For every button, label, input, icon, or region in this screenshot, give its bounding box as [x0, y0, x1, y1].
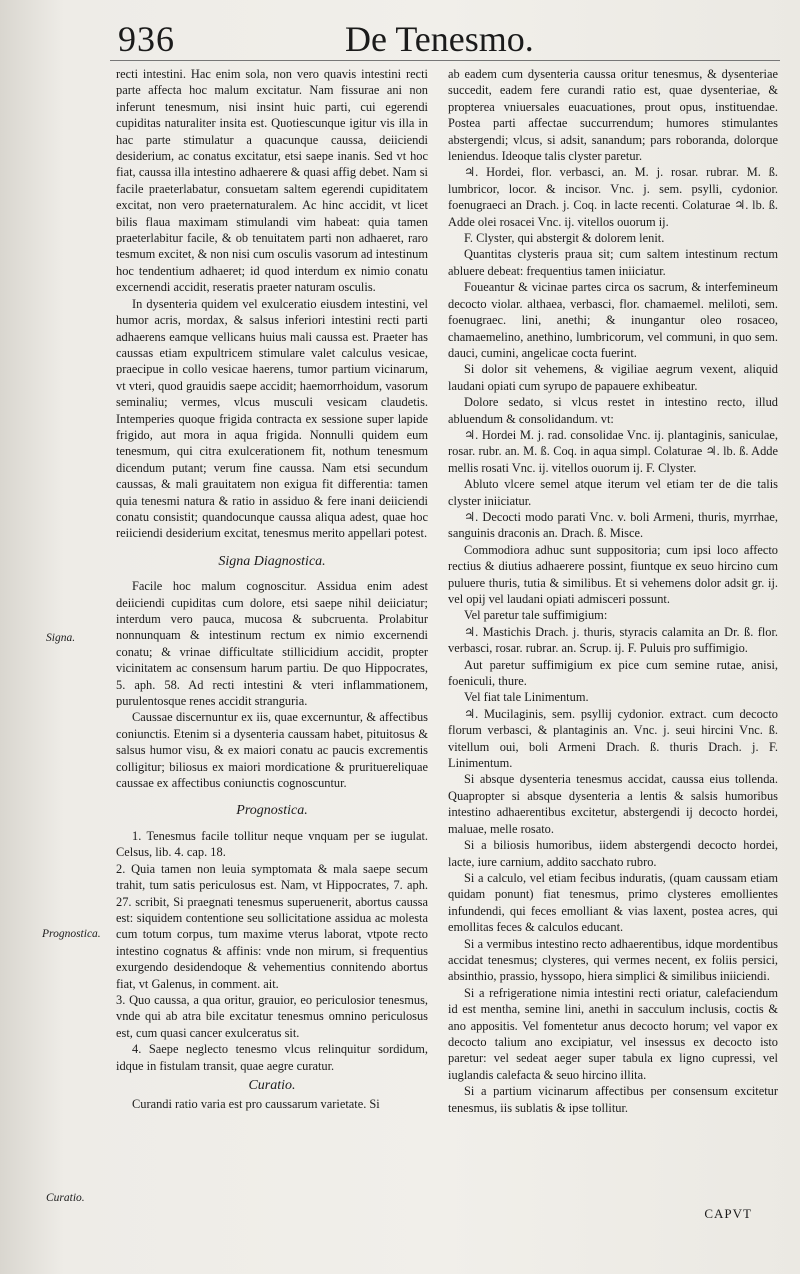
paragraph: Aut paretur suffimigium ex pice cum semine rutae, anisi, foeniculi, thure. — [448, 657, 778, 689]
recipe: ♃. Mucilaginis, sem. psyllij cydonior. extract. cum decocto florum verbasci, & plantaginis an. Vnc. j. seui hircini Vnc. ß. vitellum oui, boli Armeni Drach. ß. thuris Drach. j. F. Linimentum. — [448, 706, 778, 771]
margin-note-prognostica: Prognostica. — [42, 928, 101, 940]
paragraph: Si a refrigeratione nimia intestini recti oriatur, calefaciendum id est mentha, semine lini, anethi in sacculum inclusis, coctis & ano appositis. Vel fomentetur anus decocto horum; vel vapor ex decocto talium ano excipiatur, vel insessus ex decocto isto paretur: vel sedeat aeger super tabula ex ligno cupressi, vel iuglandis calefacta & seuo hircino illita. — [448, 985, 778, 1082]
paragraph: recti intestini. Hac enim sola, non vero quavis intestini recti parte affecta hoc malum excitatur. Nam fissurae ani non inferunt tenesmum, nisi insint huic parti, cui egerendi cupiditas naturaliter insita est. Quotiescunque igitur vis illa in hac parte stimulatur a quacunque caussa, deiiciendi desiderium, ac conatus excitatur, etsi saepe inanis. Sed vt hoc fiat, caussa illa intestino adhaerere & quasi affig debet. Nam si facile praeterlabatur, consuetam saltem egerendi cupiditatem excitat, non vero praeternaturalem. Ac hinc accidit, vt licet bilis flaua maximam stimulandi vim habeat: quia tamen praeterlabitur facile, & ob tenuitatem parti non adhaeret, raro tesmum excitet, & non nisi cum osculis vasorum ad intestinum hoc tendentium adhaeret; id quod interdum ex nimio conatu excernendi accidit, reseratis praeter naturam osculis. — [116, 67, 428, 295]
paragraph: Vel paretur tale suffimigium: — [464, 608, 608, 623]
paragraph: Si a partium vicinarum affectibus per consensum excitetur tenesmus, iis sublatis & ipse tollitur. — [448, 1084, 778, 1115]
paragraph: 2. Quia tamen non leuia symptomata & mala saepe secum trahit, tum satis periculosus est. Nam, vt Hippocrates, 7. aph. 27. scribit, Si praegnati tenesmus superuenerit, abortus caussa est: siquidem contentione seu sollicitatione assidua ac molesta cum totum corpus, tum maxime vterus laborat, vtpote recto intestino cognatus & affinis: vnde non mirum, si frequentius exurgendo desidendoque & vehementius connitendo abortus fiat, vt Galenus, in comment. ait. — [116, 861, 428, 991]
paragraph: Si a biliosis humoribus, iidem abstergendi decocto hordei, lacte, iure carnium, addito sacchato rubro. — [448, 838, 778, 869]
recipe: ♃. Mastichis Drach. j. thuris, styracis calamita an Dr. ß. flor. verbasci, rosar. rubrar. an. Scrup. ij. F. Puluis pro suffimigio. — [448, 624, 778, 656]
paragraph: F. Clyster, qui abstergit & dolorem lenit. — [464, 231, 665, 246]
paragraph: Si absque dysenteria tenesmus accidat, caussa eius tollenda. Quapropter si absque dysenteria a lentis & salsis humoribus intestino adhaerentibus excitetur, abstergendi ij decocto hordei, maluae, melle rosato. — [448, 772, 778, 836]
paragraph: Dolore sedato, si vlcus restet in intestino recto, illud abluendum & consolidandum. vt: — [448, 395, 778, 426]
paragraph: Caussae discernuntur ex iis, quae excernuntur, & affectibus coniunctis. Etenim si a dysenteria caussam habet, pituitosus & salsus humor visu, & ex maiori conatu ac paucis excrementis colligitur; biliosus ex maiori mordicatione & prurituereliquae caussae ex affectibus coniunctis cognoscuntur. — [116, 710, 428, 791]
paragraph: Abluto vlcere semel atque iterum vel etiam ter de die talis clyster iniiciatur. — [448, 477, 778, 508]
margin-note-signa: Signa. — [46, 632, 76, 644]
recipe: ♃. Hordei, flor. verbasci, an. M. j. rosar. rubrar. M. ß. lumbricor, locor. & incisor. Vnc. j. sem. psylli, cydonior. foenugraeci an Drach. j. Coq. in lacte recenti. Colaturae ♃. lb. ß. Adde olei rosacei Vnc. ij. vitellos ouorum ij. — [448, 165, 778, 229]
paragraph: ab eadem cum dysenteria caussa oritur tenesmus, & dysenteriae succedit, eadem fere curandi ratio est, quae dysenteriae, & propterea vniuersales euacuationes, prout opus, instituendae. Postea parti affectae succurrendum; humores stimulantes abstergendi; vlcus, si adsit, sanandum; pars roboranda, dolorque leniendus. Ideoque talis clyster paretur. — [448, 67, 778, 164]
running-title: De Tenesmo. — [345, 19, 534, 59]
paragraph: Vel fiat tale Linimentum. — [464, 690, 589, 705]
paragraph: 1. Tenesmus facile tollitur neque vnquam per se iugulat. Celsus, lib. 4. cap. 18. — [116, 828, 428, 860]
paragraph: Commodiora adhuc sunt suppositoria; cum ipsi loco affecto rectius & diutius adhaerere possint, fiuntque ex seuo hircino cum puluere thuris, tutia & similibus. Et si vehemens dolor adsit gr. ij. vel opij vel laudani opiati admisceri possunt. — [448, 542, 778, 606]
section-heading-curatio: Curatio. — [248, 1077, 296, 1093]
header-rule — [110, 60, 780, 61]
section-heading-signa: Signa Diagnostica. — [218, 553, 326, 569]
margin-note-curatio: Curatio. — [46, 1192, 85, 1204]
paragraph: Foueantur & vicinae partes circa os sacrum, & interfemineum decocto violar. althaea, verbasci, flor. chamaemel. meliloti, sem. foenugraec. lini, anethi; & inungantur oleo rosaceo, chamaemelino, anethino, lumbricorum, vel communi, in quo sem. dauci, cumini, angelicae cocta fuerint. — [448, 280, 778, 360]
left-column — [116, 66, 428, 1113]
right-column — [448, 66, 778, 1116]
paragraph: Curandi ratio varia est pro caussarum varietate. Si — [132, 1097, 380, 1112]
catchword: CAPVT — [704, 1206, 752, 1221]
paragraph: Facile hoc malum cognoscitur. Assidua enim adest deiiciendi cupiditas cum dolore, etsi saepe nihil deiiciatur; interdum vero pauca, mucosa & subcruenta. Prolabitur nonnunquam & intestinum rectum ex nimio excernendi conatu; & vrinae difficultate stillicidium accidit, propter vicinitatem ac consensum harum partiu. De quo Hippocrates, 5. aph. 58. Ad recti intestini & vteri inflammationem, purulentosque renes accidit stranguria. — [116, 579, 428, 709]
paragraph: 3. Quo caussa, a qua oritur, grauior, eo periculosior tenesmus, vnde qui ab atra bile excitatur tenesmus omnino periculosus est, cum quasi cancer exulceratus sit. — [116, 992, 428, 1040]
page-number: 936 — [118, 19, 175, 59]
paragraph: Si dolor sit vehemens, & vigiliae aegrum vexent, aliquid laudani opiati cum syrupo de papauere exhibeatur. — [448, 362, 778, 393]
paragraph: Quantitas clysteris praua sit; cum saltem intestinum rectum abluere debeat: frequentius tamen iniiciatur. — [448, 247, 778, 278]
paragraph: 4. Saepe neglecto tenesmo vlcus relinquitur sordidum, idque in fistulam transit, quae aegre curatur. — [116, 1042, 428, 1073]
paragraph: Si a calculo, vel etiam fecibus induratis, (quam caussam etiam quidam ponunt) fiat tenesmus, primo clysteres emollientes infundendi, qui feces emolliant & vias laxent, postea acres, qui emollitas feces & calculos educant. — [448, 870, 778, 935]
recipe: ♃. Hordei M. j. rad. consolidae Vnc. ij. plantaginis, saniculae, rosar. rubr. an. M. ß. Coq. in aqua simpl. Colaturae ♃. lb. ß. Adde mellis rosati Vnc. ij. vitellos ouorum ij. F. Clyster. — [448, 427, 778, 475]
recipe: ♃. Decocti modo parati Vnc. v. boli Armeni, thuris, myrrhae, sanguinis draconis an. Drach. ß. Misce. — [448, 509, 778, 541]
section-heading-prognostica: Prognostica. — [236, 803, 308, 819]
paragraph: In dysenteria quidem vel exulceratio eiusdem intestini, vel humor acris, mordax, & salsus inferiori intestini recti parti adhaerens eamque vellicans huius mali caussa est. Praeter has caussas etiam expultricem stimulare valet calculus vesicae, praecipue in collo vesicae haerens, tumor partium vicinarum, vt vteri, quod grauidis saepe accidit; haemorrhoidum, vasorum seminaliu; vermes, vlcus musculi vesicam claudetis. Intemperies quoque frigida contracta ex sessione super lapide frigido, aut mora in aqua frigida. Nonnulli quidem eum tenesmum, qui citra exulcerationem fit, nothum tenesmum dicendum putant; verum fine caussa. Nam etsi secundum caussas, & mali grauitatem non exigua fit differentia: tamen quia tenesmi natura & ratio in assiduo & fere inani deiiciendi conatu consistit; quandocunque caussa aliqua adest, quae hoc reiiciendi desiderium excitat, tenesmus merito appellari potest. — [116, 296, 428, 541]
page-header — [0, 14, 800, 62]
paragraph: Si a vermibus intestino recto adhaerentibus, idque mordentibus accidat tenesmus; clysteres, qui vermes necent, ex foliis persici, absinthio, prassio, hyssopo, hiera simplici & similibus iniiciendi. — [448, 936, 778, 984]
